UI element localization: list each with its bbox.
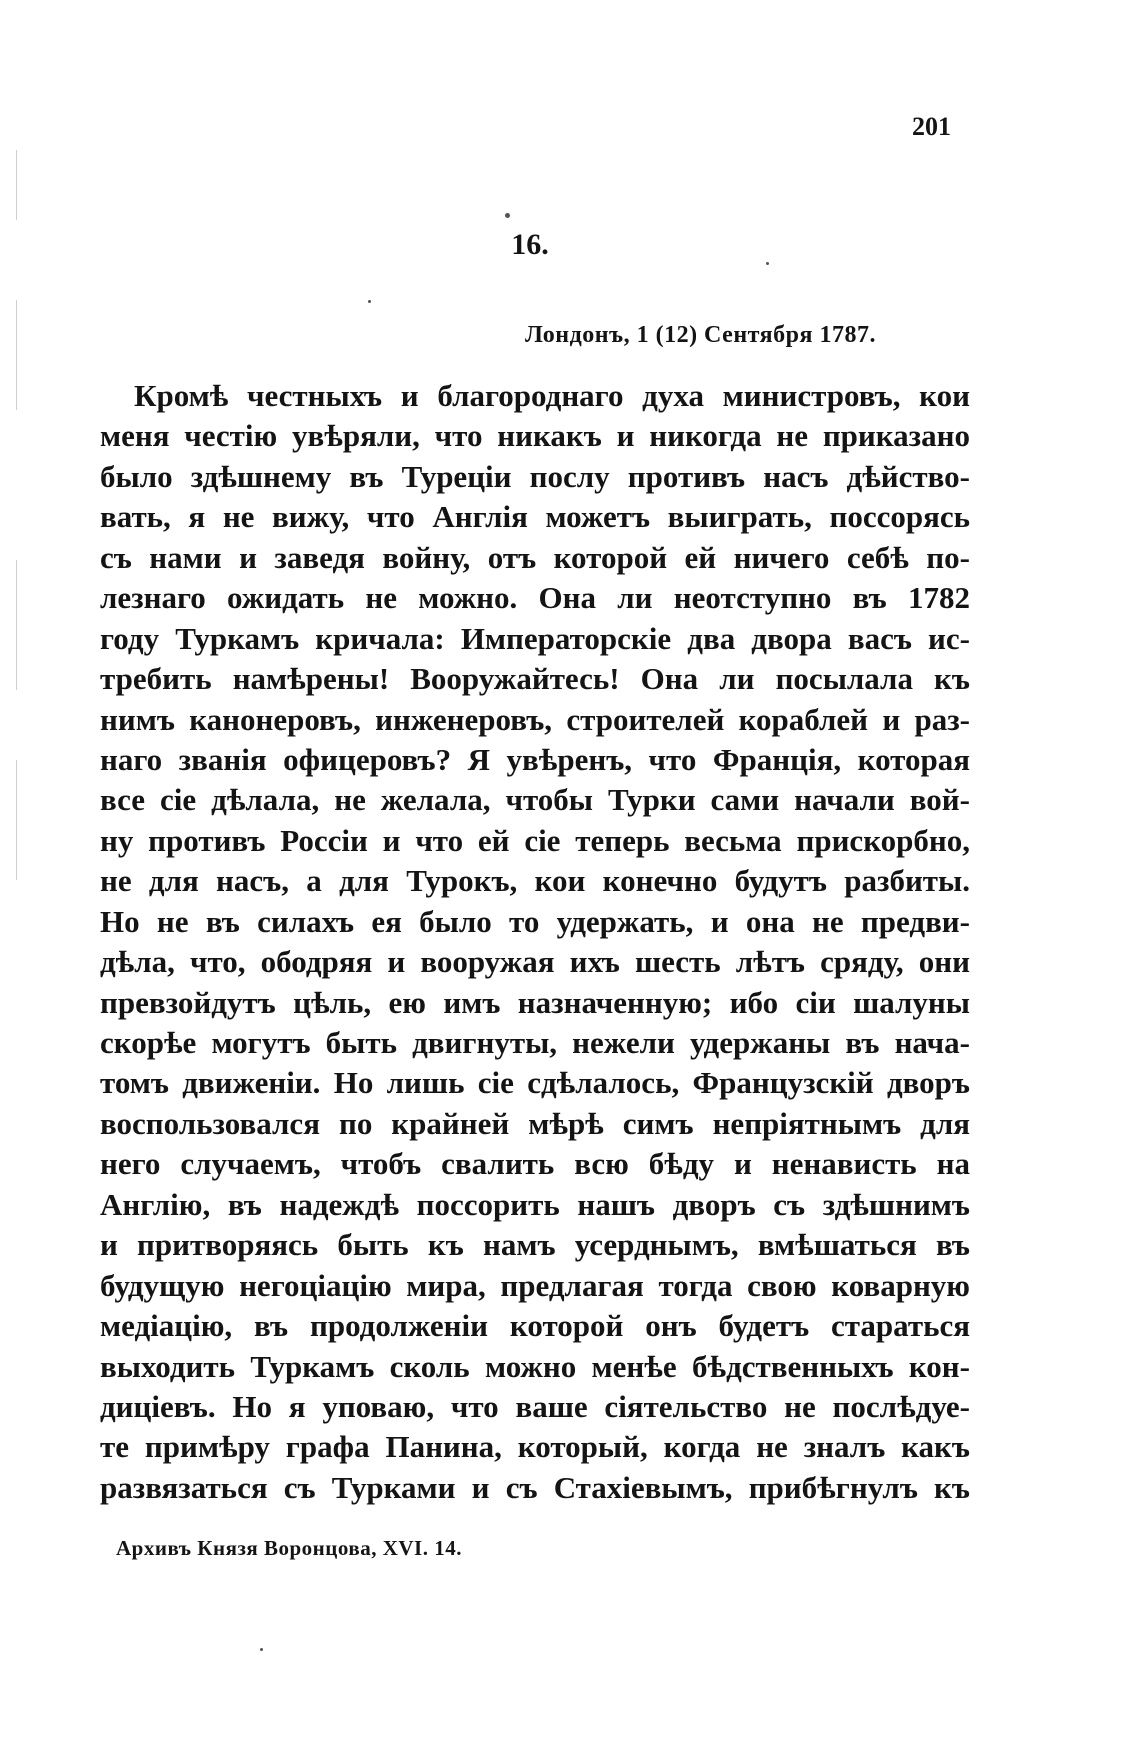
scan-speck — [260, 1648, 263, 1651]
text-line: вать, я не вижу, что Англія можетъ выиграть, поссорясь — [100, 499, 970, 535]
text-line: году Туркамъ кричала: Императорскіе два двора васъ ис- — [100, 620, 970, 656]
scan-margin-mark — [16, 150, 17, 220]
letter-body — [100, 376, 970, 1508]
text-line: требить намѣрены! Вооружайтесь! Она ли посылала къ — [100, 661, 970, 697]
text-line: дѣла, что, ободряя и вооружая ихъ шесть лѣтъ сряду, они — [100, 944, 970, 980]
text-line: медіацію, въ продолженіи которой онъ будетъ стараться — [100, 1308, 970, 1344]
text-line: скорѣе могутъ быть двигнуты, нежели удержаны въ нача- — [100, 1025, 970, 1060]
text-line: не для насъ, а для Турокъ, кои конечно будутъ разбиты. — [100, 863, 970, 899]
text-line: те примѣру графа Панина, который, когда не зналъ какъ — [100, 1429, 970, 1465]
scan-margin-mark — [16, 760, 17, 880]
text-line: ну противъ Россіи и что ей сіе теперь весьма прискорбно, — [100, 822, 970, 858]
text-line: него случаемъ, чтобъ свалить всю бѣду и ненависть на — [100, 1146, 970, 1182]
text-line: было здѣшнему въ Турецiи послу противъ насъ дѣйство- — [100, 458, 970, 494]
scan-speck — [766, 262, 769, 265]
text-line: все сіе дѣлала, не желала, чтобы Турки сами начали вой- — [100, 782, 970, 818]
letter-number: 16. — [511, 228, 549, 261]
text-line: Англію, въ надеждѣ поссорить нашъ дворъ съ здѣшнимъ — [100, 1186, 970, 1222]
text-line: развязаться съ Турками и съ Стахіевымъ, прибѣгнулъ къ — [100, 1469, 970, 1505]
text-line: лезнаго ожидать не можно. Она ли неотступно въ 1782 — [100, 580, 970, 616]
text-line: наго званія офицеровъ? Я увѣренъ, что Франція, которая — [100, 741, 970, 777]
text-line: и притворяясь быть къ намъ усерднымъ, вмѣшаться въ — [100, 1227, 970, 1263]
text-line: нимъ канонеровъ, инженеровъ, строителей кораблей и раз- — [100, 701, 970, 737]
scan-speck — [368, 300, 371, 303]
place-date-line: Лондонъ, 1 (12) Сентября 1787. — [525, 322, 876, 348]
text-line: выходить Туркамъ сколь можно менѣе бѣдственныхъ кон- — [100, 1348, 970, 1384]
text-line: будущую негоціацію мира, предлагая тогда свою коварную — [100, 1267, 970, 1303]
scan-speck — [505, 213, 510, 218]
text-line: дицiевъ. Но я уповаю, что ваше сіятельство не послѣдуе- — [100, 1388, 970, 1424]
text-line: воспользовался по крайней мѣрѣ симъ непріятнымъ для — [100, 1105, 970, 1141]
text-line: превзойдутъ цѣль, ею имъ назначенную; ибо сіи шалуны — [100, 984, 970, 1020]
scan-margin-mark — [16, 300, 17, 410]
page-number: 201 — [912, 112, 951, 141]
text-line: Кромѣ честныхъ и благороднаго духа министровъ, кои — [134, 378, 970, 413]
footnote-source: Архивъ Князя Воронцова, XVI. 14. — [116, 1536, 462, 1560]
text-line: томъ движеніи. Но лишь сіе сдѣлалось, Французскій дворъ — [100, 1065, 970, 1101]
text-line: Но не въ силахъ ея было то удержать, и она не предви- — [100, 903, 970, 939]
text-line: съ нами и заведя войну, отъ которой ей ничего себѣ по- — [100, 539, 970, 575]
text-line: меня честію увѣряли, что никакъ и никогда не приказано — [100, 418, 970, 454]
scan-margin-mark — [16, 560, 17, 690]
